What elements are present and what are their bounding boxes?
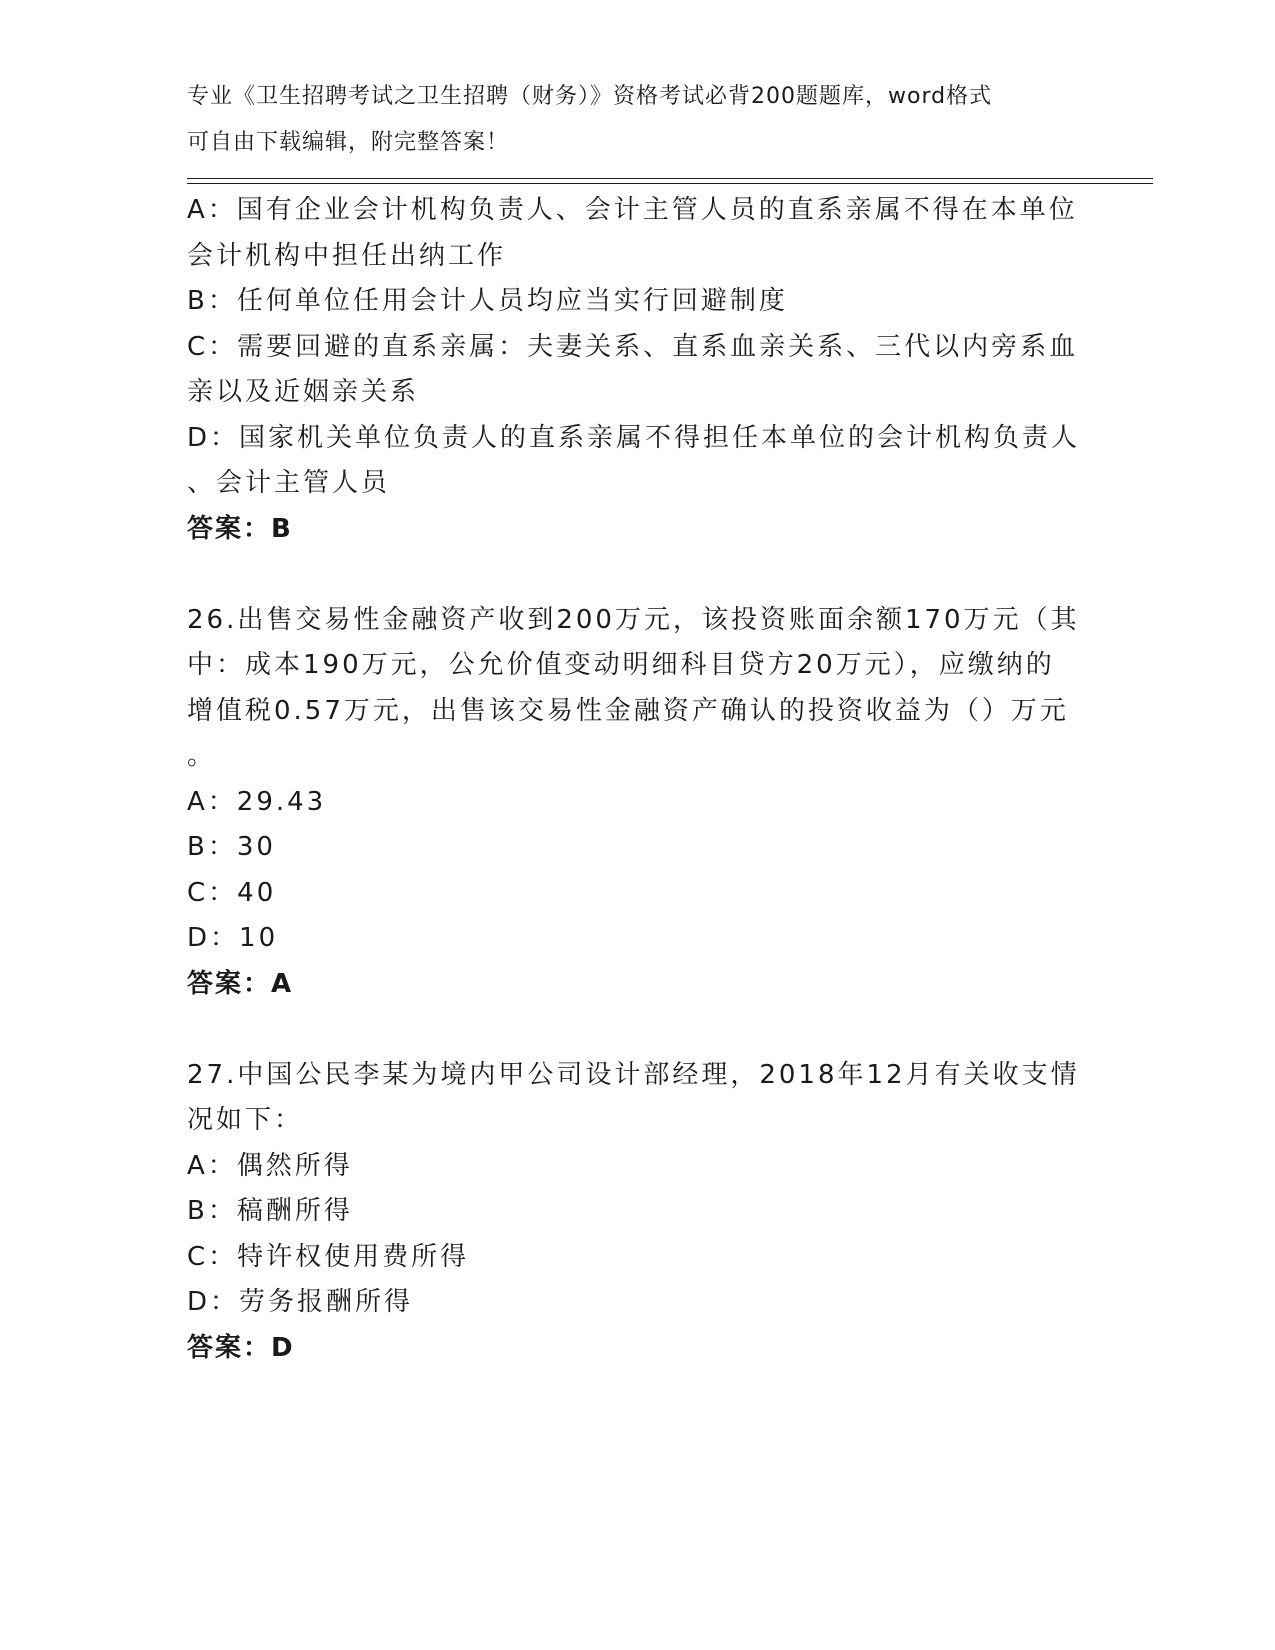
q26-option-d: D：10	[187, 923, 279, 953]
q25-option-a-line-1: A：国有企业会计机构负责人、会计主管人员的直系亲属不得在本单位	[187, 195, 1078, 225]
q27-option-d: D：劳务报酬所得	[187, 1287, 414, 1317]
q27-option-c: C：特许权使用费所得	[187, 1241, 470, 1272]
q26-option-b: B：30	[187, 832, 276, 862]
q26-stem-line-4: 。	[187, 741, 217, 771]
q26-stem-line-2: 中：成本190万元，公允价值变动明细科目贷方20万元），应缴纳的	[187, 650, 1055, 680]
question-25	[187, 188, 1087, 552]
q27-option-b: B：稿酬所得	[187, 1196, 353, 1226]
document-body	[187, 188, 1087, 1371]
q26-option-a: A：29.43	[187, 786, 327, 817]
q27-answer: 答案：D	[187, 1332, 295, 1363]
q27-stem-line-2: 况如下：	[187, 1105, 304, 1135]
q26-answer: 答案：A	[187, 968, 294, 999]
header-rule-bottom	[187, 183, 1153, 184]
q25-option-b: B：任何单位任用会计人员均应当实行回避制度	[187, 286, 788, 316]
header-line-2: 可自由下载编辑，附完整答案！	[187, 129, 510, 155]
q25-option-d-line-1: D：国家机关单位负责人的直系亲属不得担任本单位的会计机构负责人	[187, 422, 1081, 453]
spacer	[187, 552, 1087, 598]
question-26	[187, 598, 1087, 1008]
q25-option-c-line-2: 亲以及近姻亲关系	[187, 377, 420, 407]
q25-option-a-line-2: 会计机构中担任出纳工作	[187, 240, 507, 271]
header-line-1: 专业《卫生招聘考试之卫生招聘（财务）》资格考试必背200题题库，word格式	[187, 84, 993, 109]
header-rule-top	[187, 178, 1153, 179]
q26-stem-line-3: 增值税0.57万元，出售该交易性金融资产确认的投资收益为（）万元	[187, 695, 1069, 726]
q25-option-d-line-2: 、会计主管人员	[187, 468, 391, 498]
q27-option-a: A：偶然所得	[187, 1150, 353, 1181]
q25-answer: 答案：B	[187, 513, 293, 544]
spacer	[187, 1007, 1087, 1053]
document-header	[187, 74, 1067, 165]
question-27	[187, 1053, 1087, 1372]
q26-stem-line-1: 26.出售交易性金融资产收到200万元，该投资账面余额170万元（其	[187, 604, 1080, 635]
q26-option-c: C：40	[187, 877, 277, 908]
q25-option-c-line-1: C：需要回避的直系亲属：夫妻关系、直系血亲关系、三代以内旁系血	[187, 331, 1079, 362]
q27-stem-line-1: 27.中国公民李某为境内甲公司设计部经理，2018年12月有关收支情	[187, 1059, 1080, 1090]
